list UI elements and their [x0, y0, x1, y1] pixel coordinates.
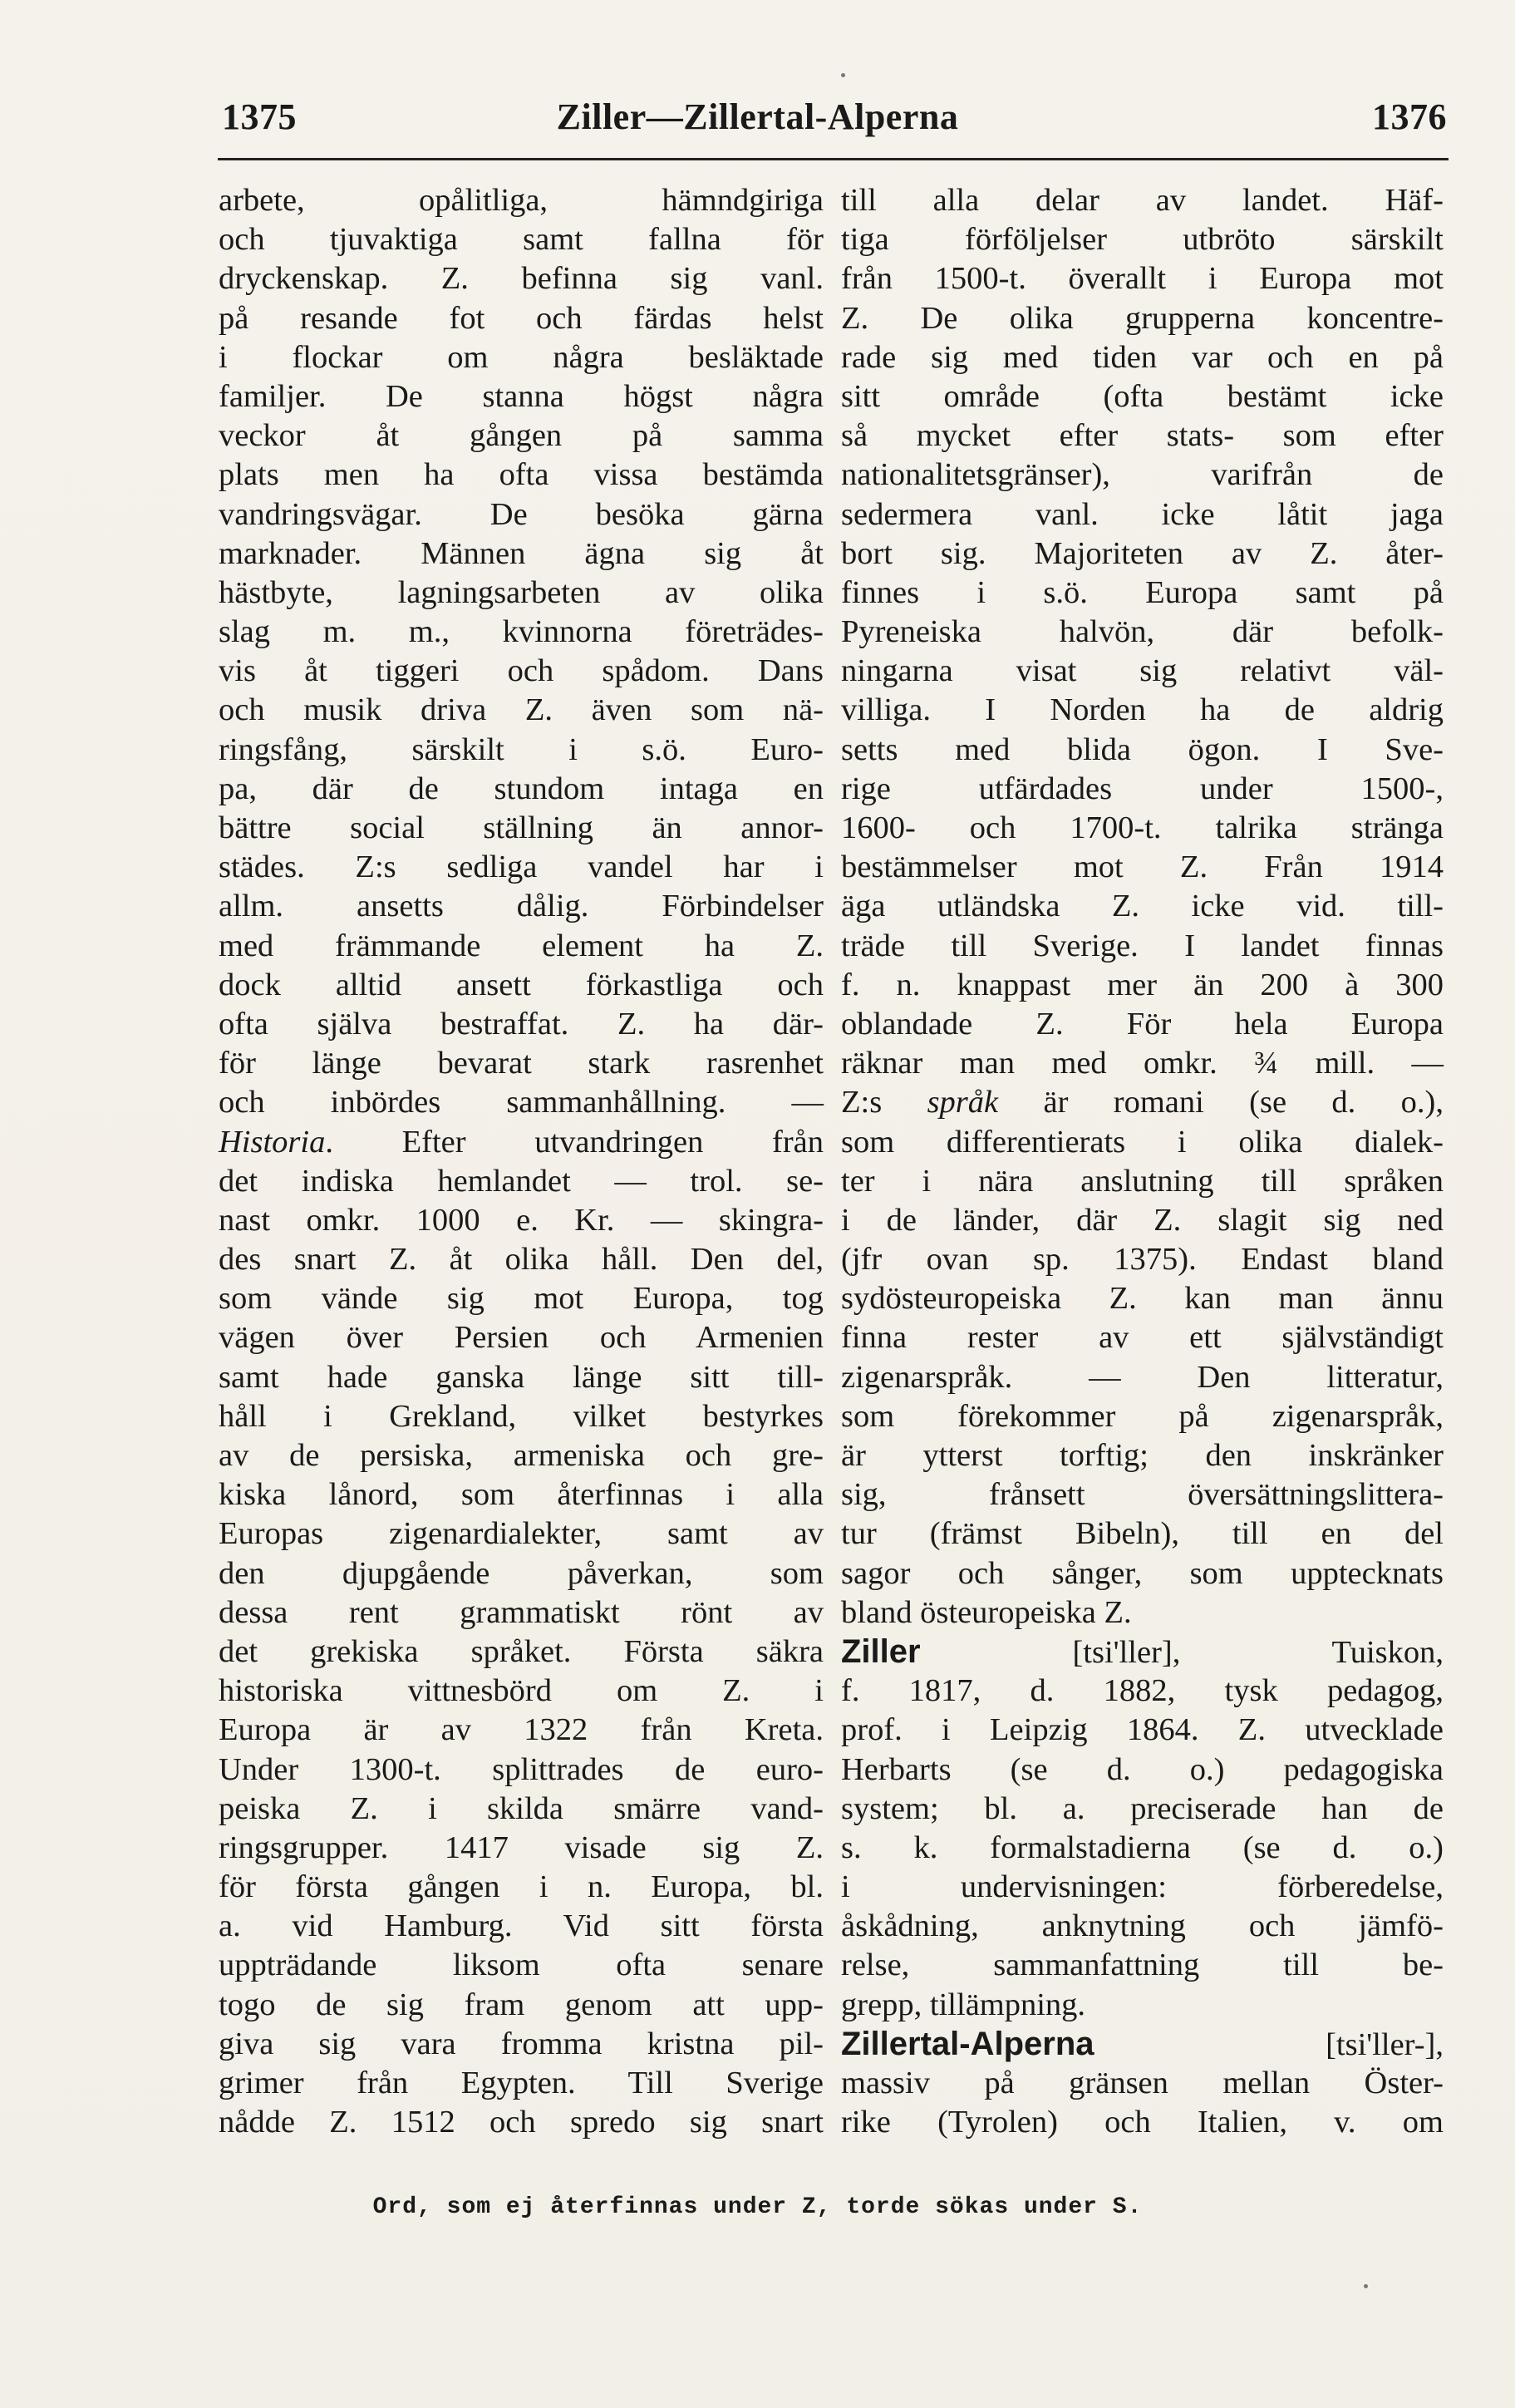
text-line: med främmande element ha Z.	[219, 928, 824, 963]
text-line: kiska lånord, som återfinnas i alla	[219, 1477, 824, 1513]
text-line: som vände sig mot Europa, tog	[219, 1281, 824, 1317]
text-line: och musik driva Z. även som nä-	[219, 692, 824, 728]
text-line: giva sig vara fromma kristna pil-	[219, 2026, 824, 2061]
text-line: Europas zigenardialekter, samt av	[219, 1516, 824, 1552]
text-line: av de persiska, armeniska och gre-	[219, 1438, 824, 1473]
text-line: finna rester av ett självständigt	[841, 1320, 1444, 1356]
entry-heading-ziller: Ziller [tsi'ller], Tuiskon,	[841, 1632, 1444, 1670]
text-line: grimer från Egypten. Till Sverige	[219, 2066, 824, 2100]
text-line: rike (Tyrolen) och Italien, v. om	[841, 2105, 1444, 2140]
text-line: samt hade ganska länge sitt till-	[219, 1359, 824, 1395]
emphasis: Ziller	[841, 1632, 921, 1670]
text-line: i flockar om några besläktade	[219, 339, 824, 375]
text-line: s. k. formalstadierna (se d. o.)	[841, 1829, 1444, 1865]
text-line: ofta själva bestraffat. Z. ha där-	[219, 1006, 824, 1041]
text-line: vandringsvägar. De besöka gärna	[219, 496, 824, 532]
text-line: 1600- och 1700-t. talrika stränga	[841, 810, 1444, 845]
text-line: för länge bevarat stark rasrenhet	[219, 1046, 824, 1081]
text-line: som differentierats i olika dialek-	[841, 1124, 1444, 1160]
text-line: finnes i s.ö. Europa samt på	[841, 574, 1444, 610]
text-line: Historia. Efter utvandringen från	[219, 1124, 824, 1160]
text-line: sig, frånsett översättningslittera-	[841, 1477, 1444, 1513]
header-rule	[218, 158, 1449, 160]
text-line: slag m. m., kvinnorna företrädes-	[219, 614, 824, 650]
emphasis: språk	[927, 1085, 999, 1120]
text-line: från 1500-t. överallt i Europa mot	[841, 261, 1444, 297]
text-line: på resande fot och färdas helst	[219, 300, 824, 336]
text-line: sedermera vanl. icke låtit jaga	[841, 496, 1444, 532]
text-line: den djupgående påverkan, som	[219, 1555, 824, 1591]
text-line: Herbarts (se d. o.) pedagogiska	[841, 1751, 1444, 1787]
page-number-left: 1375	[222, 96, 297, 137]
text-line: ringsfång, särskilt i s.ö. Euro-	[219, 731, 824, 767]
text-line: Z. De olika grupperna koncentre-	[841, 300, 1444, 336]
text-line: tiga förföljelser utbröto särskilt	[841, 222, 1444, 258]
text-line: bestämmelser mot Z. Från 1914	[841, 849, 1444, 885]
text-line: i de länder, där Z. slagit sig ned	[841, 1202, 1444, 1238]
text-line: veckor åt gången på samma	[219, 418, 824, 454]
text-line: till alla delar av landet. Häf-	[841, 183, 1444, 218]
text-line: är ytterst torftig; den inskränker	[841, 1438, 1444, 1473]
text-line: sitt område (ofta bestämt icke	[841, 378, 1444, 414]
text-line: håll i Grekland, vilket bestyrkes	[219, 1398, 824, 1434]
text-line: äga utländska Z. icke vid. till-	[841, 889, 1444, 924]
text-line: f. 1817, d. 1882, tysk pedagog,	[841, 1673, 1444, 1709]
text-line: oblandade Z. För hela Europa	[841, 1006, 1444, 1041]
text-line: (jfr ovan sp. 1375). Endast bland	[841, 1242, 1444, 1278]
text-line: setts med blida ögon. I Sve-	[841, 731, 1444, 767]
text-line: rade sig med tiden var och en på	[841, 339, 1444, 375]
text-line: Z:s språk är romani (se d. o.),	[841, 1085, 1444, 1120]
text-line: a. vid Hamburg. Vid sitt första	[219, 1908, 824, 1944]
text-line: rige utfärdades under 1500-,	[841, 771, 1444, 806]
left-column	[219, 181, 824, 2142]
text-line: som förekommer på zigenarspråk,	[841, 1398, 1444, 1434]
text-line: Europa är av 1322 från Kreta.	[219, 1712, 824, 1748]
text-line: vägen över Persien och Armenien	[219, 1320, 824, 1356]
text-line: städes. Z:s sedliga vandel har i	[219, 849, 824, 885]
text-line: peiska Z. i skilda smärre vand-	[219, 1790, 824, 1826]
text-line: des snart Z. åt olika håll. Den del,	[219, 1242, 824, 1278]
text-line: dock alltid ansett förkastliga och	[219, 967, 824, 1002]
text-line: relse, sammanfattning till be-	[841, 1948, 1444, 1983]
text-line: grepp, tillämpning.	[841, 1987, 1086, 2022]
footer-note: Ord, som ej återfinnas under Z, torde sökas under S.	[372, 2194, 1143, 2220]
text-line: sagor och sånger, som upptecknats	[841, 1555, 1444, 1591]
text-line: i undervisningen: förberedelse,	[841, 1869, 1444, 1905]
page-speck	[1364, 2284, 1368, 2288]
text-line: historiska vittnesbörd om Z. i	[219, 1673, 824, 1709]
text-line: f. n. knappast mer än 200 à 300	[841, 967, 1444, 1002]
text-line: plats men ha ofta vissa bestämda	[219, 457, 824, 493]
running-title: Ziller—Zillertal-Alperna	[556, 96, 959, 137]
text-line: räknar man med omkr. ¾ mill. —	[841, 1046, 1444, 1081]
text-line: så mycket efter stats- som efter	[841, 418, 1444, 454]
text-line: det indiska hemlandet — trol. se-	[219, 1163, 824, 1199]
text-line: system; bl. a. preciserade han de	[841, 1790, 1444, 1826]
text-line: Pyreneiska halvön, där befolk-	[841, 614, 1444, 650]
text-line: allm. ansetts dålig. Förbindelser	[219, 889, 824, 924]
text-line: nast omkr. 1000 e. Kr. — skingra-	[219, 1202, 824, 1238]
text-line: ningarna visat sig relativt väl-	[841, 653, 1444, 689]
text-line: vis åt tiggeri och spådom. Dans	[219, 653, 824, 689]
text-line: ter i nära anslutning till språken	[841, 1163, 1444, 1199]
text-line: prof. i Leipzig 1864. Z. utvecklade	[841, 1712, 1444, 1748]
text-line: hästbyte, lagningsarbeten av olika	[219, 574, 824, 610]
text-line: nådde Z. 1512 och spredo sig snart	[219, 2105, 824, 2140]
text-line: arbete, opålitliga, hämndgiriga	[219, 183, 824, 218]
text-line: dessa rent grammatiskt rönt av	[219, 1594, 824, 1630]
page-number-right: 1376	[1372, 96, 1447, 137]
text-line: det grekiska språket. Första säkra	[219, 1633, 824, 1669]
text-line: nationalitetsgränser), varifrån de	[841, 457, 1444, 493]
text-line: villiga. I Norden ha de aldrig	[841, 692, 1444, 728]
page-speck	[841, 73, 845, 77]
text-line: för första gången i n. Europa, bl.	[219, 1869, 824, 1905]
text-line: och tjuvaktiga samt fallna för	[219, 222, 824, 258]
text-line: träde till Sverige. I landet finnas	[841, 928, 1444, 963]
right-column	[841, 181, 1444, 2142]
text-line: togo de sig fram genom att upp-	[219, 1987, 824, 2022]
text-line: bort sig. Majoriteten av Z. åter-	[841, 535, 1444, 571]
text-line: zigenarspråk. — Den litteratur,	[841, 1359, 1444, 1395]
text-line: åskådning, anknytning och jämfö-	[841, 1908, 1444, 1944]
text-line: pa, där de stundom intaga en	[219, 771, 824, 806]
entry-heading-zillertal-alperna: Zillertal-Alperna [tsi'ller-],	[841, 2025, 1444, 2062]
text-line: sydösteuropeiska Z. kan man ännu	[841, 1281, 1444, 1317]
text-line: familjer. De stanna högst några	[219, 378, 824, 414]
text-line: marknader. Männen ägna sig åt	[219, 535, 824, 571]
text-line: dryckenskap. Z. befinna sig vanl.	[219, 261, 824, 297]
text-line: massiv på gränsen mellan Öster-	[841, 2066, 1444, 2100]
emphasis: Zillertal-Alperna	[841, 2025, 1094, 2062]
emphasis: Historia	[219, 1124, 326, 1160]
text-line: bättre social ställning än annor-	[219, 810, 824, 845]
text-line: bland östeuropeiska Z.	[841, 1594, 1132, 1630]
text-line: tur (främst Bibeln), till en del	[841, 1516, 1444, 1552]
text-line: ringsgrupper. 1417 visade sig Z.	[219, 1829, 824, 1865]
text-line: uppträdande liksom ofta senare	[219, 1948, 824, 1983]
text-line: och inbördes sammanhållning. —	[219, 1085, 824, 1120]
text-line: Under 1300-t. splittrades de euro-	[219, 1751, 824, 1787]
